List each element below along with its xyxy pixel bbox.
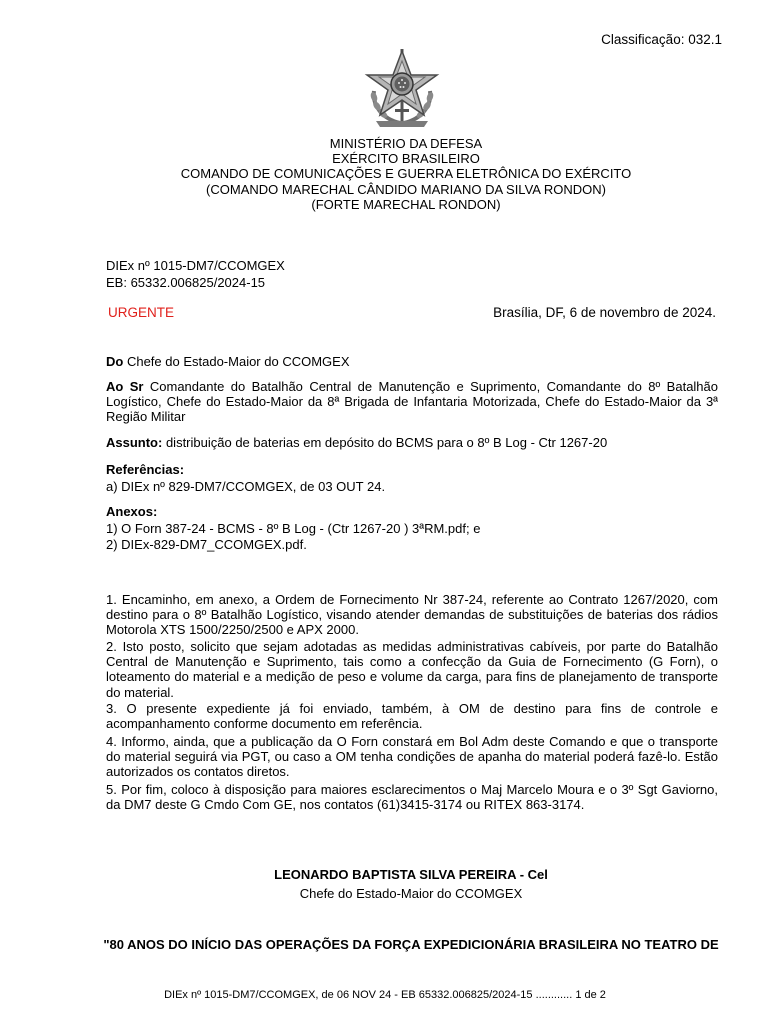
header-ministry: MINISTÉRIO DA DEFESA [329, 136, 483, 151]
body-paragraph-3: 3. O presente expediente já foi enviado, também, à OM de destino para fins de controle e acompanhamento conforme documento em referência. [106, 701, 718, 732]
to-line [106, 379, 718, 425]
signature-title: Chefe do Estado-Maior do CCOMGEX [299, 886, 523, 901]
signature-name: LEONARDO BAPTISTA SILVA PEREIRA - Cel [274, 867, 548, 882]
coat-of-arms-icon [364, 47, 440, 129]
subject-label: Assunto: [106, 435, 163, 450]
body-paragraph-1: 1. Encaminho, em anexo, a Ordem de Fornecimento Nr 387-24, referente ao Contrato 1267/2020, com destino para o 8º Batalhão Logístico, visando atender demandas de substituições de baterias dos rádios Motorola XTS 1500/2250/2500 e APX 2000. [106, 592, 718, 638]
document-identifiers [106, 257, 718, 291]
attachment-item: 1) O Forn 387-24 - BCMS - 8º B Log - (Ctr 1267-20 ) 3ªRM.pdf; e [106, 520, 481, 536]
classification-label: Classificação: 032.1 [601, 32, 722, 47]
attachment-item: 2) DIEx-829-DM7_CCOMGEX.pdf. [106, 537, 307, 552]
header-army: EXÉRCITO BRASILEIRO [332, 151, 480, 167]
from-line [106, 354, 718, 369]
to-label: Ao Sr [106, 379, 144, 394]
attachments-label: Anexos: [106, 504, 158, 519]
document-header [0, 136, 768, 212]
body-paragraph-2: 2. Isto posto, solicito que sejam adotadas as medidas administrativas cabíveis, por parte do Batalhão Central de Manutenção e Suprimento, tais como a confecção da Guia de Fornecimento (G Forn), o loteamento do material e a medição de peso e volume da carga, para fins de planejamento de transporte do material. [106, 639, 718, 700]
header-command: COMANDO DE COMUNICAÇÕES E GUERRA ELETRÔNICA DO EXÉRCITO [180, 166, 632, 182]
subject-line [106, 435, 718, 450]
urgent-label: URGENTE [108, 305, 175, 320]
to-text: Comandante do Batalhão Central de Manutenção e Suprimento, Comandante do 8º Batalhão Logístico, Chefe do Estado-Maior da 8ª Brigada de Infantaria Motorizada, Chefe do Estado-Maior da 3ª Região Militar [106, 379, 719, 425]
header-fort: (FORTE MARECHAL RONDON) [311, 196, 501, 212]
from-label: Do [106, 354, 124, 369]
eb-number: EB: 65332.006825/2024-15 [106, 275, 266, 290]
subject-text: distribuição de baterias em depósito do BCMS para o 8º B Log - Ctr 1267-20 [162, 435, 608, 450]
page-footer: DIEx nº 1015-DM7/CCOMGEX, de 06 NOV 24 - EB 65332.006825/2024-15 ............ 1 de 2 [164, 989, 606, 1001]
references-section [106, 461, 718, 495]
from-text: Chefe do Estado-Maior do CCOMGEX [123, 354, 350, 369]
header-command-name: (COMANDO MARECHAL CÂNDIDO MARIANO DA SILVA RONDON) [206, 181, 606, 197]
attachments-section [106, 504, 718, 554]
body-paragraph-4: 4. Informo, ainda, que a publicação da O Forn constará em Bol Adm deste Comando e que o transporte do material seguirá via PGT, ou caso a OM tenha condições de apanha do material poderá fazê-lo. Estão autorizados os contatos diretos. [106, 734, 718, 780]
body-paragraph-5: 5. Por fim, coloco à disposição para maiores esclarecimentos o Maj Marcelo Moura e o 3º Sgt Gaviorno, da DM7 deste G Cmdo Com GE, nos contatos (61)3415-3174 ou RITEX 863-3174. [106, 782, 718, 813]
diex-number: DIEx nº 1015-DM7/CCOMGEX [106, 258, 285, 273]
document-date: Brasília, DF, 6 de novembro de 2024. [493, 305, 716, 320]
reference-item: a) DIEx nº 829-DM7/CCOMGEX, de 03 OUT 24. [106, 479, 386, 494]
references-label: Referências: [106, 462, 185, 477]
commemorative-motto: "80 ANOS DO INÍCIO DAS OPERAÇÕES DA FORÇA EXPEDICIONÁRIA BRASILEIRA NO TEATRO DE [103, 937, 719, 952]
